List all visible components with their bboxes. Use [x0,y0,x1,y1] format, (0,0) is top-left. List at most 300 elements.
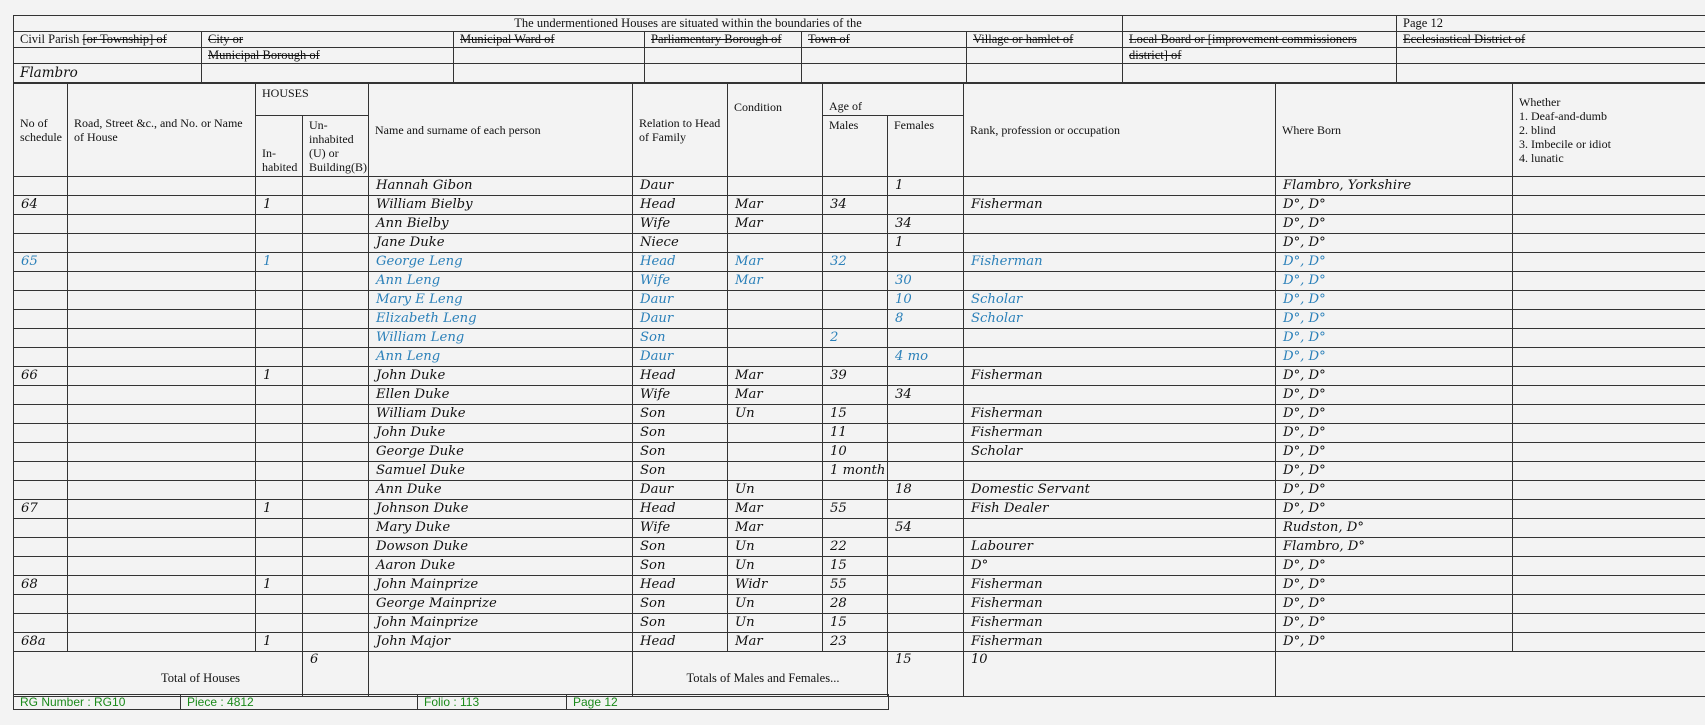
row-relation: Head [633,500,728,519]
row-inhabited: 1 [256,196,303,215]
row-condition [728,443,823,462]
row-uninhabited [303,538,369,557]
row-female-age [888,443,964,462]
row-relation: Wife [633,386,728,405]
row-condition: Mar [728,500,823,519]
household-rows [14,177,1705,652]
row-occupation: Fisherman [964,614,1276,633]
row-condition: Mar [728,253,823,272]
row-occupation: Scholar [964,443,1276,462]
row-condition: Mar [728,633,823,652]
row-road [68,291,256,310]
row-where-born: D°, D° [1276,633,1513,652]
row-uninhabited [303,329,369,348]
row-schedule [14,443,68,462]
row-relation: Wife [633,272,728,291]
civil-parish-label: Civil Parish [or Township] of [14,32,202,48]
row-relation: Son [633,557,728,576]
row-name: Ellen Duke [369,386,633,405]
table-row [14,576,1705,595]
row-schedule: 68a [14,633,68,652]
row-occupation [964,462,1276,481]
row-uninhabited [303,557,369,576]
row-female-age: 8 [888,310,964,329]
row-occupation [964,272,1276,291]
row-inhabited [256,386,303,405]
row-female-age: 1 [888,177,964,196]
row-schedule: 67 [14,500,68,519]
row-name: Dowson Duke [369,538,633,557]
row-inhabited [256,424,303,443]
row-occupation [964,234,1276,253]
row-female-age [888,595,964,614]
folio-number: Folio : 113 [418,695,567,710]
row-name: Johnson Duke [369,500,633,519]
row-occupation: Fisherman [964,595,1276,614]
row-schedule [14,234,68,253]
row-condition: Mar [728,272,823,291]
row-condition [728,310,823,329]
row-whether [1513,595,1705,614]
row-relation: Head [633,576,728,595]
row-occupation: Fish Dealer [964,500,1276,519]
table-row [14,196,1705,215]
row-where-born: D°, D° [1276,386,1513,405]
row-condition: Mar [728,386,823,405]
row-occupation: Fisherman [964,405,1276,424]
table-row [14,538,1705,557]
row-road [68,633,256,652]
row-inhabited [256,538,303,557]
row-male-age: 22 [823,538,888,557]
row-female-age [888,576,964,595]
row-uninhabited [303,386,369,405]
row-whether [1513,329,1705,348]
row-inhabited [256,177,303,196]
row-male-age: 1 month [823,462,888,481]
parliamentary-borough-label: Parliamentary Borough of [645,32,802,48]
row-where-born: D°, D° [1276,576,1513,595]
row-condition [728,177,823,196]
row-whether [1513,386,1705,405]
row-condition: Un [728,405,823,424]
census-sheet [13,15,1705,697]
row-uninhabited [303,424,369,443]
row-occupation [964,519,1276,538]
row-schedule [14,595,68,614]
row-female-age [888,614,964,633]
row-road [68,253,256,272]
row-female-age: 18 [888,481,964,500]
row-whether [1513,481,1705,500]
row-male-age [823,386,888,405]
row-occupation: Scholar [964,291,1276,310]
row-name: Mary Duke [369,519,633,538]
row-male-age: 23 [823,633,888,652]
row-name: John Mainprize [369,576,633,595]
row-road [68,272,256,291]
header-blank [1123,16,1397,32]
col-road: Road, Street &c., and No. or Name of House [68,84,256,177]
row-occupation [964,215,1276,234]
total-females-value: 10 [964,652,1276,697]
row-where-born: D°, D° [1276,291,1513,310]
row-condition: Un [728,614,823,633]
col-condition: Condition [728,84,823,177]
row-occupation [964,329,1276,348]
row-whether [1513,272,1705,291]
parish-value: Flambro [14,64,202,83]
row-male-age: 32 [823,253,888,272]
row-schedule [14,177,68,196]
row-schedule [14,348,68,367]
row-where-born: D°, D° [1276,462,1513,481]
row-uninhabited [303,576,369,595]
row-schedule: 68 [14,576,68,595]
row-schedule: 66 [14,367,68,386]
row-female-age: 34 [888,215,964,234]
total-houses-value: 6 [303,652,369,697]
row-uninhabited [303,291,369,310]
row-name: George Duke [369,443,633,462]
row-where-born: D°, D° [1276,481,1513,500]
row-inhabited [256,348,303,367]
city-label: City or [202,32,454,48]
row-condition [728,329,823,348]
row-relation: Head [633,253,728,272]
table-row [14,614,1705,633]
total-houses-label: Total of Houses [14,652,303,697]
row-schedule [14,614,68,633]
row-road [68,367,256,386]
row-occupation [964,177,1276,196]
row-inhabited [256,443,303,462]
row-uninhabited [303,310,369,329]
row-where-born: D°, D° [1276,253,1513,272]
local-board-label-cont: district] of [1123,48,1397,64]
municipal-ward-label: Municipal Ward of [454,32,645,48]
row-inhabited [256,481,303,500]
row-name: John Major [369,633,633,652]
page-number: Page 12 [567,695,889,710]
table-row [14,405,1705,424]
row-whether [1513,424,1705,443]
row-inhabited [256,215,303,234]
local-board-label: Local Board or [improvement commissioners [1123,32,1397,48]
table-row [14,462,1705,481]
row-schedule: 64 [14,196,68,215]
row-name: John Duke [369,367,633,386]
col-name: Name and surname of each person [369,84,633,177]
row-male-age [823,348,888,367]
row-whether [1513,557,1705,576]
row-relation: Wife [633,519,728,538]
row-female-age: 30 [888,272,964,291]
row-inhabited [256,595,303,614]
row-female-age [888,329,964,348]
table-row [14,253,1705,272]
row-where-born: D°, D° [1276,367,1513,386]
row-road [68,310,256,329]
row-female-age [888,253,964,272]
row-whether [1513,576,1705,595]
row-male-age [823,310,888,329]
row-uninhabited [303,234,369,253]
row-female-age [888,557,964,576]
row-female-age [888,424,964,443]
col-age-of: Age of [823,84,964,116]
piece-number: Piece : 4812 [181,695,418,710]
col-houses: HOUSES [256,84,369,116]
row-condition: Mar [728,196,823,215]
row-inhabited [256,272,303,291]
row-relation: Son [633,538,728,557]
table-row [14,595,1705,614]
row-relation: Daur [633,310,728,329]
row-female-age: 34 [888,386,964,405]
row-relation: Son [633,424,728,443]
row-inhabited [256,462,303,481]
col-relation: Relation to Head of Family [633,84,728,177]
row-schedule [14,538,68,557]
table-row [14,424,1705,443]
row-road [68,614,256,633]
row-name: John Mainprize [369,614,633,633]
row-where-born: D°, D° [1276,443,1513,462]
row-female-age: 54 [888,519,964,538]
row-where-born: D°, D° [1276,424,1513,443]
table-row [14,443,1705,462]
row-uninhabited [303,196,369,215]
row-whether [1513,633,1705,652]
row-where-born: Rudston, D° [1276,519,1513,538]
row-name: William Leng [369,329,633,348]
row-occupation: Scholar [964,310,1276,329]
row-relation: Son [633,405,728,424]
total-males-value: 15 [888,652,964,697]
row-male-age: 28 [823,595,888,614]
row-whether [1513,177,1705,196]
row-occupation: Labourer [964,538,1276,557]
row-condition: Widr [728,576,823,595]
row-relation: Head [633,633,728,652]
row-uninhabited [303,443,369,462]
row-male-age: 10 [823,443,888,462]
row-uninhabited [303,614,369,633]
row-road [68,519,256,538]
row-male-age [823,177,888,196]
row-whether [1513,519,1705,538]
table-row [14,481,1705,500]
row-uninhabited [303,272,369,291]
row-schedule [14,310,68,329]
row-relation: Son [633,462,728,481]
row-schedule [14,405,68,424]
row-uninhabited [303,215,369,234]
row-condition [728,462,823,481]
row-schedule [14,215,68,234]
row-name: William Duke [369,405,633,424]
boundaries-header [13,15,1705,83]
municipal-borough-label: Municipal Borough of [202,48,454,64]
row-name: Jane Duke [369,234,633,253]
row-where-born: D°, D° [1276,557,1513,576]
row-condition: Mar [728,367,823,386]
rg-number: RG Number : RG10 [14,695,181,710]
row-inhabited [256,519,303,538]
row-relation: Son [633,443,728,462]
boundaries-banner: The undermentioned Houses are situated within the boundaries of the [14,16,1123,32]
row-uninhabited [303,633,369,652]
row-road [68,405,256,424]
table-row [14,519,1705,538]
row-whether [1513,310,1705,329]
row-inhabited [256,405,303,424]
row-relation: Head [633,196,728,215]
row-schedule [14,386,68,405]
row-uninhabited [303,177,369,196]
row-name: Ann Leng [369,272,633,291]
row-where-born: D°, D° [1276,215,1513,234]
row-name: William Bielby [369,196,633,215]
table-row [14,234,1705,253]
row-occupation: Fisherman [964,253,1276,272]
row-name: Mary E Leng [369,291,633,310]
row-condition: Un [728,538,823,557]
row-whether [1513,462,1705,481]
row-schedule: 65 [14,253,68,272]
row-schedule [14,557,68,576]
row-female-age [888,500,964,519]
table-row [14,367,1705,386]
row-where-born: Flambro, Yorkshire [1276,177,1513,196]
row-uninhabited [303,462,369,481]
row-occupation: D° [964,557,1276,576]
col-males: Males [823,116,888,177]
row-female-age [888,196,964,215]
row-where-born: D°, D° [1276,310,1513,329]
row-inhabited: 1 [256,500,303,519]
table-row [14,348,1705,367]
row-condition [728,291,823,310]
ecclesiastical-label: Ecclesiastical District of [1397,32,1705,48]
row-whether [1513,443,1705,462]
row-female-age: 1 [888,234,964,253]
row-male-age [823,215,888,234]
row-occupation: Fisherman [964,367,1276,386]
row-where-born: D°, D° [1276,614,1513,633]
row-where-born: D°, D° [1276,348,1513,367]
town-label: Town of [802,32,967,48]
row-road [68,576,256,595]
row-inhabited [256,329,303,348]
row-male-age: 11 [823,424,888,443]
row-relation: Wife [633,215,728,234]
row-name: John Duke [369,424,633,443]
row-name: Hannah Gibon [369,177,633,196]
row-road [68,481,256,500]
row-male-age: 55 [823,500,888,519]
row-occupation: Fisherman [964,196,1276,215]
row-male-age: 2 [823,329,888,348]
row-schedule [14,462,68,481]
row-road [68,424,256,443]
row-occupation: Fisherman [964,576,1276,595]
row-uninhabited [303,481,369,500]
table-row [14,272,1705,291]
col-schedule: No of schedule [14,84,68,177]
col-uninhabited: Un- inhabited (U) or Building(B) [303,116,369,177]
row-female-age [888,367,964,386]
row-uninhabited [303,595,369,614]
row-schedule [14,424,68,443]
page-label: Page 12 [1397,16,1705,32]
row-female-age [888,462,964,481]
row-whether [1513,253,1705,272]
row-inhabited [256,614,303,633]
row-schedule [14,481,68,500]
table-row [14,633,1705,652]
row-male-age: 15 [823,614,888,633]
row-schedule [14,329,68,348]
row-road [68,348,256,367]
row-occupation: Domestic Servant [964,481,1276,500]
row-uninhabited [303,405,369,424]
row-whether [1513,614,1705,633]
row-relation: Son [633,329,728,348]
row-schedule [14,291,68,310]
row-condition: Mar [728,519,823,538]
table-row [14,215,1705,234]
row-male-age: 15 [823,557,888,576]
row-inhabited [256,291,303,310]
table-row [14,310,1705,329]
table-row [14,177,1705,196]
row-inhabited [256,234,303,253]
table-row [14,557,1705,576]
row-relation: Daur [633,348,728,367]
row-where-born: D°, D° [1276,329,1513,348]
village-label: Village or hamlet of [967,32,1123,48]
row-whether [1513,234,1705,253]
col-inhabited: In- habited [256,116,303,177]
row-male-age [823,291,888,310]
row-where-born: D°, D° [1276,405,1513,424]
row-relation: Son [633,614,728,633]
total-persons-label: Totals of Males and Females... [633,652,888,697]
row-condition: Un [728,557,823,576]
reference-footer [13,694,889,710]
row-relation: Head [633,367,728,386]
row-male-age [823,234,888,253]
row-female-age: 10 [888,291,964,310]
row-where-born: D°, D° [1276,234,1513,253]
row-whether [1513,348,1705,367]
row-uninhabited [303,500,369,519]
row-occupation [964,348,1276,367]
row-schedule [14,519,68,538]
row-inhabited [256,557,303,576]
row-male-age: 39 [823,367,888,386]
row-name: Elizabeth Leng [369,310,633,329]
row-occupation: Fisherman [964,424,1276,443]
row-road [68,386,256,405]
row-name: George Mainprize [369,595,633,614]
row-inhabited [256,310,303,329]
row-female-age [888,405,964,424]
row-where-born: Flambro, D° [1276,538,1513,557]
row-road [68,595,256,614]
